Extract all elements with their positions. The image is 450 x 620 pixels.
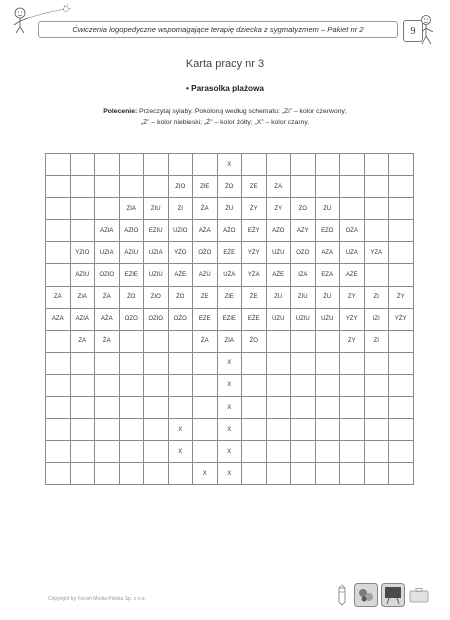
grid-cell <box>364 154 389 176</box>
grid-cell <box>389 264 414 286</box>
grid-cell: ŻA <box>193 198 218 220</box>
grid-cell <box>291 176 316 198</box>
grid-cell <box>364 463 389 485</box>
grid-cell <box>291 397 316 419</box>
instruction <box>40 107 410 128</box>
grid-cell: AŻA <box>95 308 120 330</box>
grid-cell <box>46 154 71 176</box>
grid-row <box>46 198 414 220</box>
briefcase-icon <box>409 587 429 603</box>
grid-cell <box>46 441 71 463</box>
grid-cell <box>70 154 95 176</box>
grid-cell <box>389 154 414 176</box>
grid-cell: YŻY <box>242 242 267 264</box>
page-title: Karta pracy nr 3 <box>185 58 265 70</box>
grid-cell <box>144 463 169 485</box>
grid-cell <box>266 154 291 176</box>
grid-cell: EZO <box>315 220 340 242</box>
grid-cell: AZO <box>266 220 291 242</box>
grid-cell: ZIA <box>119 198 144 220</box>
grid-cell: ZY <box>340 330 365 352</box>
grid-row <box>46 397 414 419</box>
grid-cell: ZA <box>70 330 95 352</box>
grid-cell: OZIO <box>95 264 120 286</box>
grid-cell <box>364 198 389 220</box>
grid-cell <box>168 463 193 485</box>
grid-cell: UZIA <box>144 242 169 264</box>
grid-cell: AZIO <box>119 220 144 242</box>
grid-cell: X <box>217 441 242 463</box>
grid-cell: X <box>217 397 242 419</box>
grid-cell <box>389 176 414 198</box>
grid-cell <box>389 463 414 485</box>
grid-cell: X <box>168 419 193 441</box>
grid-cell <box>95 441 120 463</box>
grid-cell <box>70 220 95 242</box>
grid-cell <box>291 419 316 441</box>
grid-cell <box>340 463 365 485</box>
grid-cell <box>266 419 291 441</box>
grid-cell: UŻA <box>217 264 242 286</box>
grid-cell: EZA <box>315 264 340 286</box>
grid-cell <box>119 463 144 485</box>
grid-cell: ZIE <box>193 176 218 198</box>
grid-cell <box>46 419 71 441</box>
grid-cell <box>340 176 365 198</box>
grid-cell: YZIO <box>70 242 95 264</box>
grid-cell: AZU <box>193 264 218 286</box>
grid-cell: ŻU <box>217 198 242 220</box>
grid-cell <box>315 374 340 396</box>
grid-cell <box>95 176 120 198</box>
grid-cell: AŻO <box>217 220 242 242</box>
grid-cell <box>266 374 291 396</box>
grid-cell <box>70 397 95 419</box>
grid-cell: YŻO <box>168 242 193 264</box>
grid-cell <box>144 176 169 198</box>
grid-cell: AZY <box>291 220 316 242</box>
grid-cell: ZA <box>46 286 71 308</box>
grid-cell: ZIE <box>217 286 242 308</box>
grid-cell <box>364 264 389 286</box>
grid-row <box>46 352 414 374</box>
grid-row <box>46 176 414 198</box>
grid-cell: X <box>217 154 242 176</box>
grid-cell <box>291 441 316 463</box>
grid-cell <box>193 441 218 463</box>
grid-cell <box>389 374 414 396</box>
grid-cell <box>46 397 71 419</box>
grid-cell <box>389 242 414 264</box>
grid-cell: ŻE <box>242 286 267 308</box>
grid-cell: ŻO <box>217 176 242 198</box>
syllable-grid <box>45 153 414 485</box>
grid-cell <box>46 352 71 374</box>
grid-row <box>46 264 414 286</box>
grid-cell: ŻO <box>242 330 267 352</box>
grid-cell <box>291 463 316 485</box>
grid-cell <box>315 154 340 176</box>
grid-cell: X <box>217 374 242 396</box>
grid-cell: ŻA <box>193 330 218 352</box>
grid-cell <box>70 463 95 485</box>
grid-cell: AZIU <box>70 264 95 286</box>
grid-cell <box>70 374 95 396</box>
grid-cell <box>291 374 316 396</box>
grid-cell <box>46 374 71 396</box>
grid-cell <box>193 397 218 419</box>
instruction-label: Polecenie: <box>103 108 138 115</box>
grid-cell: AZA <box>315 242 340 264</box>
grid-cell <box>95 352 120 374</box>
grid-cell: UZIA <box>95 242 120 264</box>
grid-row <box>46 463 414 485</box>
grid-cell: ZIA <box>70 286 95 308</box>
grid-cell <box>70 198 95 220</box>
grid-cell: EZIE <box>217 308 242 330</box>
grid-cell <box>315 397 340 419</box>
grid-cell <box>242 463 267 485</box>
grid-cell <box>340 198 365 220</box>
grid-cell: OŻO <box>168 308 193 330</box>
grid-cell <box>266 397 291 419</box>
grid-cell <box>144 374 169 396</box>
grid-cell: ZO <box>291 198 316 220</box>
grid-row <box>46 286 414 308</box>
grid-cell <box>242 419 267 441</box>
grid-cell: AŻA <box>193 220 218 242</box>
grid-cell <box>364 220 389 242</box>
grid-cell <box>340 352 365 374</box>
grid-cell <box>144 154 169 176</box>
grid-cell: AŻE <box>168 264 193 286</box>
grid-cell: X <box>168 441 193 463</box>
grid-cell: ZI <box>168 198 193 220</box>
grid-cell <box>168 330 193 352</box>
grid-cell <box>95 419 120 441</box>
grid-cell <box>340 419 365 441</box>
grid-cell <box>242 374 267 396</box>
grid-cell: EZIE <box>119 264 144 286</box>
grid-cell <box>95 463 120 485</box>
grid-cell: ZIU <box>291 286 316 308</box>
grid-cell: YŻA <box>242 264 267 286</box>
grid-cell <box>315 463 340 485</box>
grid-cell: UZA <box>340 242 365 264</box>
grid-cell <box>95 374 120 396</box>
grid-cell <box>119 419 144 441</box>
grid-cell: AZE <box>340 264 365 286</box>
grid-cell: OŻO <box>193 242 218 264</box>
grid-cell: ZY <box>266 198 291 220</box>
grid-cell <box>266 352 291 374</box>
grid-cell <box>242 154 267 176</box>
grid-row <box>46 308 414 330</box>
grid-row <box>46 441 414 463</box>
grid-cell <box>70 419 95 441</box>
grid-cell <box>242 397 267 419</box>
grid-cell <box>340 154 365 176</box>
grid-cell <box>70 176 95 198</box>
grid-cell <box>364 374 389 396</box>
grid-cell: UZIU <box>291 308 316 330</box>
grid-cell: AZIA <box>95 220 120 242</box>
grid-cell <box>46 176 71 198</box>
grid-cell: ŻY <box>389 286 414 308</box>
grid-cell: X <box>193 463 218 485</box>
grid-cell: ZIO <box>144 286 169 308</box>
puzzle-icon <box>354 583 378 607</box>
grid-cell: ZI <box>364 330 389 352</box>
grid-cell <box>46 220 71 242</box>
grid-cell <box>242 352 267 374</box>
grid-cell: ZE <box>193 286 218 308</box>
grid-cell: ZU <box>315 198 340 220</box>
grid-cell <box>144 330 169 352</box>
grid-cell <box>168 374 193 396</box>
grid-cell <box>144 441 169 463</box>
grid-cell <box>340 397 365 419</box>
grid-cell <box>70 441 95 463</box>
grid-cell <box>315 419 340 441</box>
grid-row <box>46 419 414 441</box>
grid-cell <box>193 352 218 374</box>
grid-cell <box>95 397 120 419</box>
grid-cell: EŻE <box>217 242 242 264</box>
grid-cell <box>46 242 71 264</box>
grid-cell: EZIU <box>144 220 169 242</box>
grid-cell: ZIU <box>144 198 169 220</box>
grid-cell <box>193 374 218 396</box>
grid-cell <box>389 220 414 242</box>
exercise-subtitle: • Parasolka plażowa <box>186 84 264 93</box>
grid-cell: EŻY <box>242 220 267 242</box>
grid-cell <box>119 154 144 176</box>
grid-cell <box>389 419 414 441</box>
grid-cell <box>119 397 144 419</box>
grid-cell: ZI <box>364 286 389 308</box>
grid-cell: AZIA <box>70 308 95 330</box>
grid-cell <box>119 330 144 352</box>
grid-cell <box>364 397 389 419</box>
grid-row <box>46 220 414 242</box>
grid-cell: AZA <box>46 308 71 330</box>
grid-cell: ŻO <box>119 286 144 308</box>
grid-cell <box>70 352 95 374</box>
grid-cell <box>291 154 316 176</box>
instruction-line-2: „Z” – kolor niebieski; „Ż” – kolor żółty; „X” – kolor czarny. <box>140 118 310 126</box>
instruction-line-1: Przeczytaj sylaby. Pokoloruj według schematu: „Zi” – kolor czerwony; <box>139 108 347 115</box>
grid-cell <box>315 176 340 198</box>
grid-cell: ZE <box>242 176 267 198</box>
grid-cell: OZO <box>119 308 144 330</box>
grid-cell <box>389 330 414 352</box>
grid-row <box>46 242 414 264</box>
grid-cell <box>340 441 365 463</box>
grid-cell <box>144 419 169 441</box>
grid-cell: ŻU <box>315 286 340 308</box>
grid-cell <box>95 154 120 176</box>
grid-cell: ZY <box>340 286 365 308</box>
grid-cell <box>144 352 169 374</box>
grid-cell: IZI <box>364 308 389 330</box>
grid-cell <box>291 330 316 352</box>
grid-cell <box>46 330 71 352</box>
grid-cell: UZIU <box>144 264 169 286</box>
grid-cell <box>389 441 414 463</box>
grid-cell: ŻY <box>242 198 267 220</box>
grid-cell: AZIU <box>119 242 144 264</box>
grid-cell <box>315 330 340 352</box>
grid-row <box>46 374 414 396</box>
grid-cell <box>119 352 144 374</box>
grid-cell <box>364 176 389 198</box>
grid-cell <box>364 441 389 463</box>
grid-cell <box>340 374 365 396</box>
grid-cell: ŻA <box>95 330 120 352</box>
grid-row <box>46 154 414 176</box>
grid-cell: ZA <box>266 176 291 198</box>
grid-cell <box>242 441 267 463</box>
grid-cell <box>389 198 414 220</box>
grid-cell: OZIO <box>144 308 169 330</box>
copyright-text: Copyright by Forum Media Polska Sp. z o.o. <box>48 596 146 602</box>
grid-cell: X <box>217 463 242 485</box>
grid-cell <box>266 330 291 352</box>
grid-cell: ZIO <box>168 176 193 198</box>
grid-cell: YZY <box>340 308 365 330</box>
grid-cell <box>315 441 340 463</box>
grid-cell <box>119 441 144 463</box>
page-number: 9 <box>403 20 423 42</box>
grid-cell: UZU <box>266 308 291 330</box>
grid-cell: EŻE <box>242 308 267 330</box>
grid-cell <box>193 419 218 441</box>
grid-cell: UŻU <box>315 308 340 330</box>
grid-cell: OZA <box>340 220 365 242</box>
grid-cell <box>168 352 193 374</box>
grid-cell <box>291 352 316 374</box>
grid-cell <box>266 441 291 463</box>
grid-cell <box>315 352 340 374</box>
grid-cell: YZA <box>364 242 389 264</box>
grid-cell <box>364 352 389 374</box>
grid-cell <box>46 198 71 220</box>
grid-cell: ŻA <box>95 286 120 308</box>
grid-cell <box>364 419 389 441</box>
grid-cell <box>119 374 144 396</box>
grid-cell: X <box>217 419 242 441</box>
grid-cell <box>168 397 193 419</box>
grid-cell <box>46 463 71 485</box>
grid-cell <box>389 397 414 419</box>
grid-cell: EZE <box>193 308 218 330</box>
grid-cell <box>119 176 144 198</box>
grid-cell: YŻY <box>389 308 414 330</box>
grid-cell: UŻU <box>266 242 291 264</box>
grid-cell: ŻO <box>168 286 193 308</box>
grid-cell <box>389 352 414 374</box>
header-bar <box>38 21 398 38</box>
grid-cell <box>168 154 193 176</box>
grid-cell: UZIO <box>168 220 193 242</box>
header-text: Ćwiczenia logopedyczne wspomagające terapię dziecka z sygmatyzmem – Pakiet nr 2 <box>72 25 364 34</box>
grid-cell: ZU <box>266 286 291 308</box>
grid-cell <box>95 198 120 220</box>
grid-cell <box>193 154 218 176</box>
grid-cell: X <box>217 352 242 374</box>
grid-cell: ZIA <box>217 330 242 352</box>
grid-row <box>46 330 414 352</box>
crayon-icon <box>336 584 348 606</box>
grid-cell: IZA <box>291 264 316 286</box>
board-icon <box>381 583 405 607</box>
grid-cell <box>144 397 169 419</box>
grid-cell <box>46 264 71 286</box>
grid-cell <box>266 463 291 485</box>
grid-cell: AŻE <box>266 264 291 286</box>
grid-cell: OZO <box>291 242 316 264</box>
